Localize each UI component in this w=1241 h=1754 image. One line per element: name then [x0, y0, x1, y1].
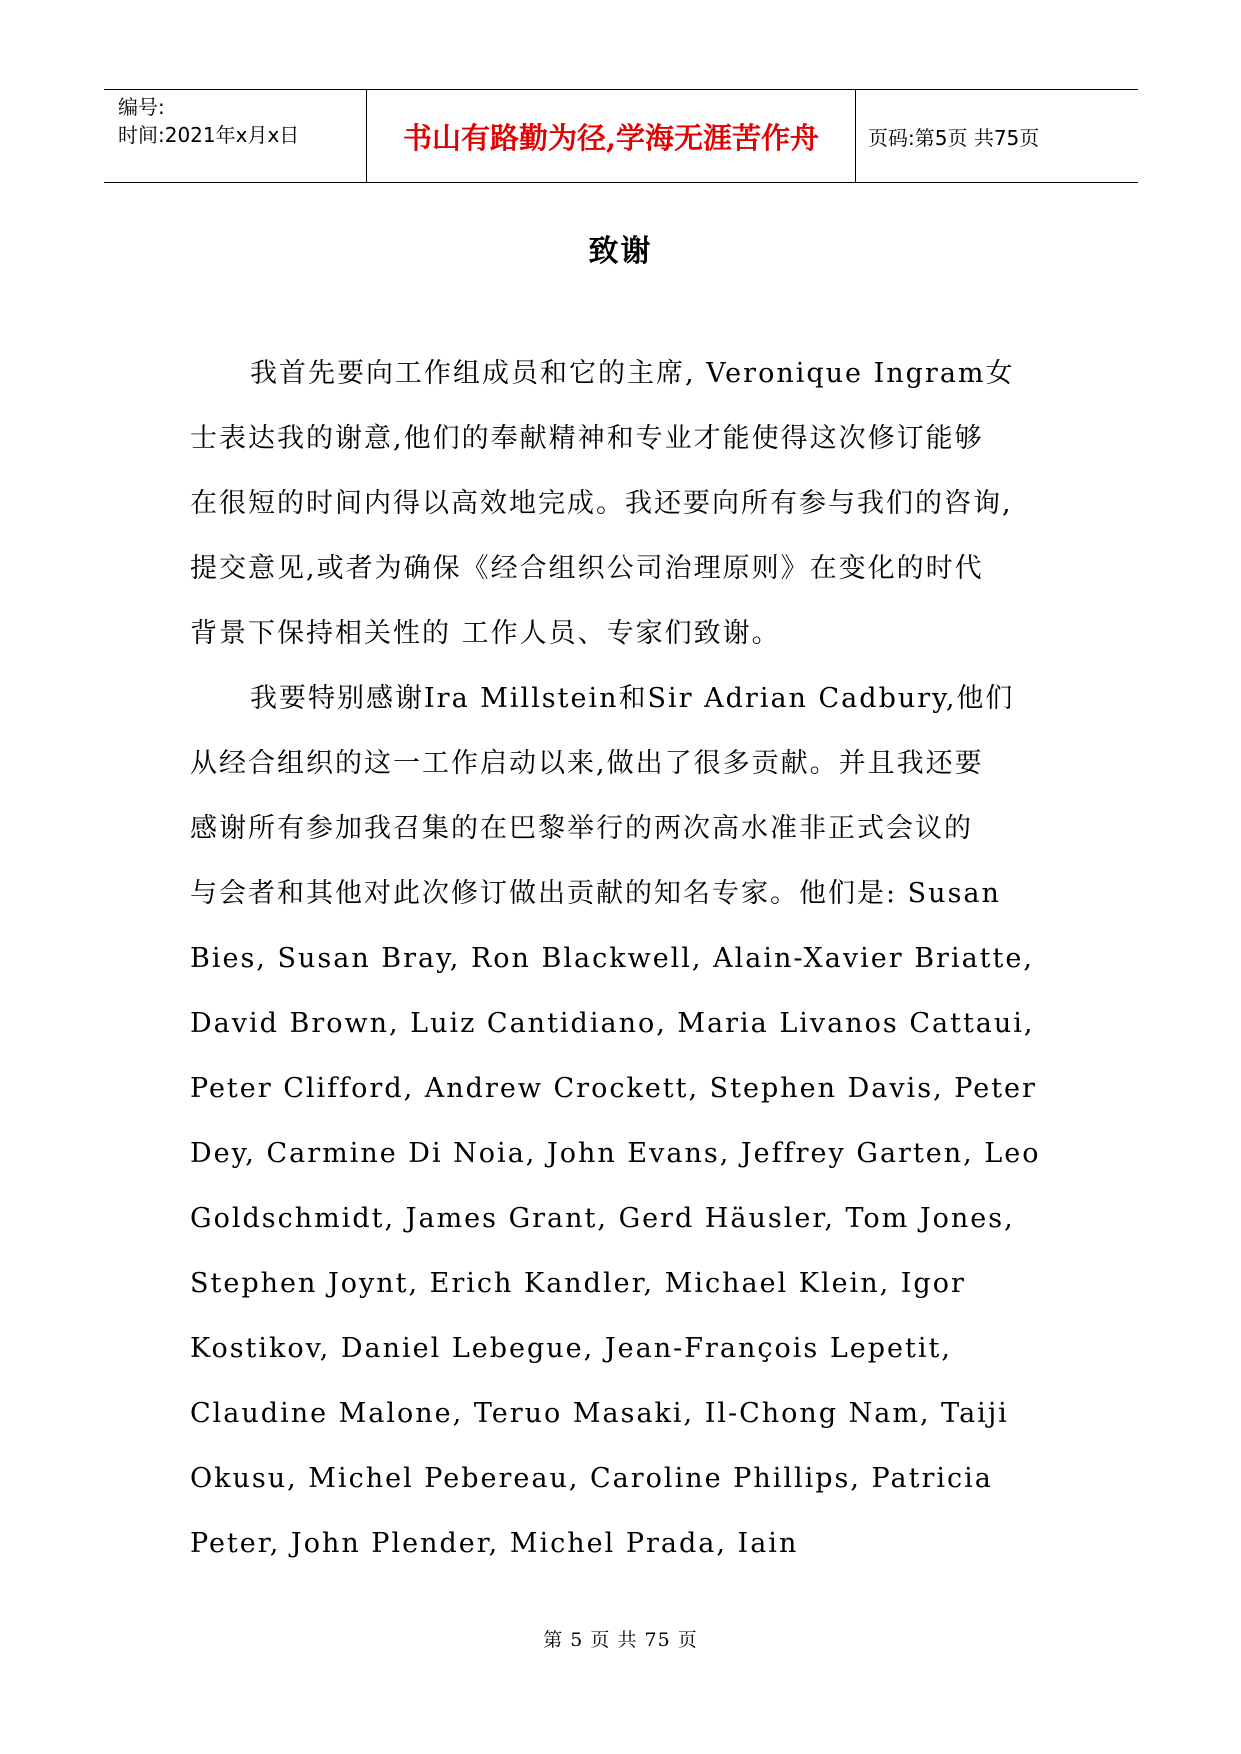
- text-line: Bies, Susan Bray, Ron Blackwell, Alain-Xavier Briatte,: [190, 943, 1034, 974]
- text-line: 从经合组织的这一工作启动以来,做出了很多贡献。并且我还要: [190, 748, 984, 779]
- text-line: 背景下保持相关性的 工作人员、专家们致谢。: [190, 618, 781, 649]
- document-time-label: 时间:2021年x月x日: [118, 123, 300, 147]
- text-line: 感谢所有参加我召集的在巴黎举行的两次高水准非正式会议的: [190, 813, 973, 844]
- text-line: Okusu, Michel Pebereau, Caroline Phillips, Patricia: [190, 1463, 993, 1494]
- page-header: [104, 89, 1138, 183]
- text-line: 我首先要向工作组成员和它的主席, Veronique Ingram女: [250, 358, 1015, 389]
- document-title: 致谢: [588, 234, 653, 269]
- text-line: Stephen Joynt, Erich Kandler, Michael Klein, Igor: [190, 1268, 966, 1299]
- text-line: David Brown, Luiz Cantidiano, Maria Livanos Cattaui,: [190, 1008, 1035, 1039]
- text-line: 我要特别感谢Ira Millstein和Sir Adrian Cadbury,他们: [250, 683, 1015, 714]
- text-line: 士表达我的谢意,他们的奉献精神和专业才能使得这次修订能够: [190, 423, 984, 454]
- page-footer: 第 5 页 共 75 页: [543, 1629, 698, 1651]
- text-line: 与会者和其他对此次修订做出贡献的知名专家。他们是: Susan: [190, 878, 1001, 909]
- header-page-number: 页码:第5页 共75页: [868, 125, 1040, 150]
- text-line: 提交意见,或者为确保《经合组织公司治理原则》在变化的时代: [190, 553, 984, 584]
- text-line: Dey, Carmine Di Noia, John Evans, Jeffrey Garten, Leo: [190, 1138, 1041, 1169]
- document-number-label: 编号:: [118, 95, 165, 119]
- text-line: Peter Clifford, Andrew Crockett, Stephen Davis, Peter: [190, 1073, 1037, 1104]
- text-line: Claudine Malone, Teruo Masaki, Il-Chong Nam, Taiji: [190, 1398, 1009, 1429]
- text-line: Goldschmidt, James Grant, Gerd Häusler, Tom Jones,: [190, 1203, 1015, 1234]
- header-meta: [104, 90, 367, 182]
- acknowledgement-body: [190, 352, 1070, 1587]
- text-line: Peter, John Plender, Michel Prada, Iain: [190, 1528, 799, 1559]
- text-line: Kostikov, Daniel Lebegue, Jean-François Lepetit,: [190, 1333, 952, 1364]
- text-line: 在很短的时间内得以高效地完成。我还要向所有参与我们的咨询,: [190, 488, 1013, 519]
- header-motto: 书山有路勤为径,学海无涯苦作舟: [367, 90, 856, 182]
